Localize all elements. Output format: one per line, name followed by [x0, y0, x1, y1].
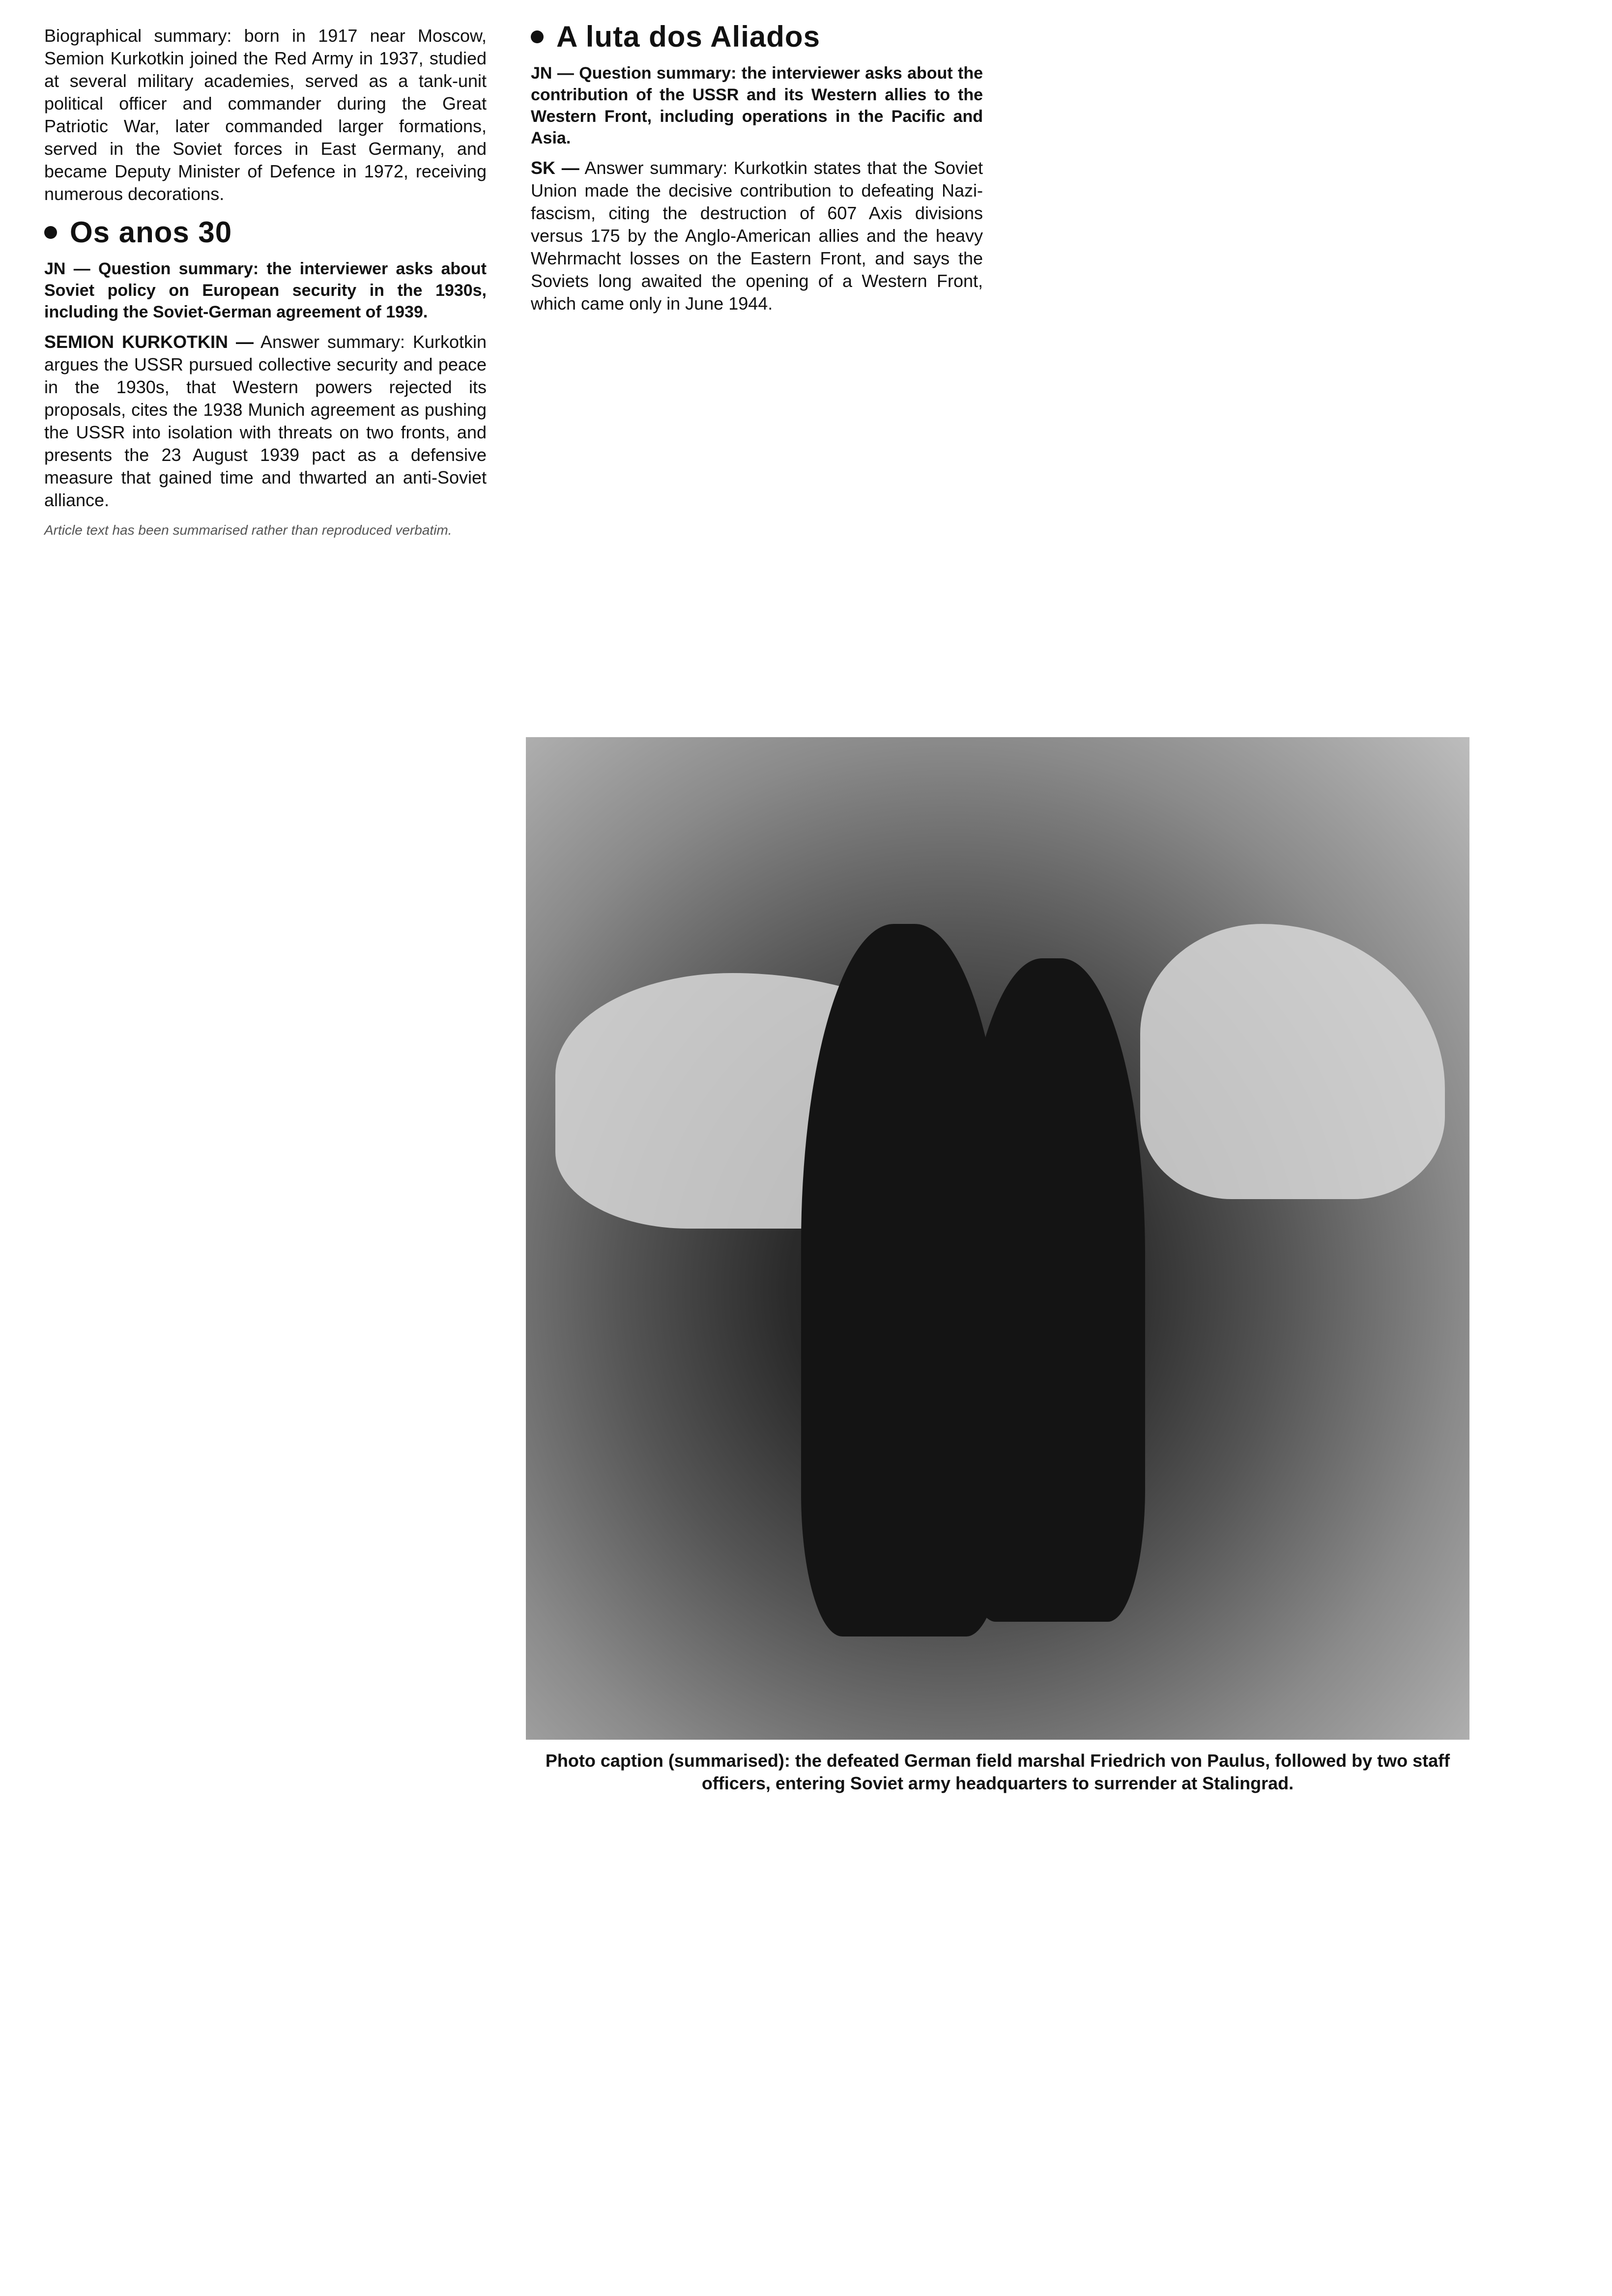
heading-30s: Os anos 30: [70, 216, 232, 249]
section-heading-allies: [531, 20, 983, 54]
answer-30s: [44, 331, 487, 512]
question-label: JN —: [44, 259, 90, 278]
photo-block: [526, 737, 1469, 1740]
answer-label: SEMION KURKOTKIN —: [44, 332, 254, 352]
question-text: Question summary: the interviewer asks about the contribution of the USSR and its Western allies to the Western Front, including operations in the Pacific and Asia.: [531, 64, 983, 147]
right-column: [531, 15, 983, 325]
left-column: [44, 25, 487, 553]
answer-allies: [531, 157, 983, 315]
bullet-icon: [531, 30, 544, 43]
bio-paragraph: Biographical summary: born in 1917 near Moscow, Semion Kurkotkin joined the Red Army in 1937, studied at several military academies, served as a tank-unit political officer and commander during the Great Patriotic War, later commanded larger formations, served in the Soviet forces in East Germany, and became Deputy Minister of Defence in 1972, receiving numerous decorations.: [44, 26, 487, 204]
question-30s: [44, 258, 487, 323]
answer-text: Answer summary: Kurkotkin argues the USSR pursued collective security and peace in the 1930s, that Western powers rejected its proposals, cites the 1938 Munich agreement as pushing the USSR into isolation with threats on two fronts, and presents the 23 August 1939 pact as a defensive measure that gained time and thwarted an anti-Soviet alliance.: [44, 332, 487, 510]
question-label: JN —: [531, 64, 574, 83]
question-allies: [531, 62, 983, 149]
historical-photo: [526, 737, 1469, 1740]
summary-note: Article text has been summarised rather than reproduced verbatim.: [44, 522, 452, 538]
bullet-icon: [44, 226, 57, 239]
section-heading-30s: [44, 215, 487, 249]
vehicle-shape: [1140, 924, 1445, 1199]
figure-shape: [958, 958, 1145, 1622]
answer-label: SK —: [531, 158, 579, 178]
question-text: Question summary: the interviewer asks about Soviet policy on European security in the 1930s, including the Soviet-German agreement of 1939.: [44, 259, 487, 321]
answer-text: Answer summary: Kurkotkin states that the Soviet Union made the decisive contribution to defeating Nazi-fascism, citing the destruction of 607 Axis divisions versus 175 by the Anglo-American allies and the heavy Wehrmacht losses on the Eastern Front, and says the Soviets long awaited the opening of a Western Front, which came only in June 1944.: [531, 158, 983, 314]
photo-caption: Photo caption (summarised): the defeated German field marshal Friedrich von Paulus, followed by two staff officers, entering Soviet army headquarters to surrender at Stalingrad.: [545, 1751, 1450, 1793]
heading-allies: A luta dos Aliados: [556, 20, 820, 53]
